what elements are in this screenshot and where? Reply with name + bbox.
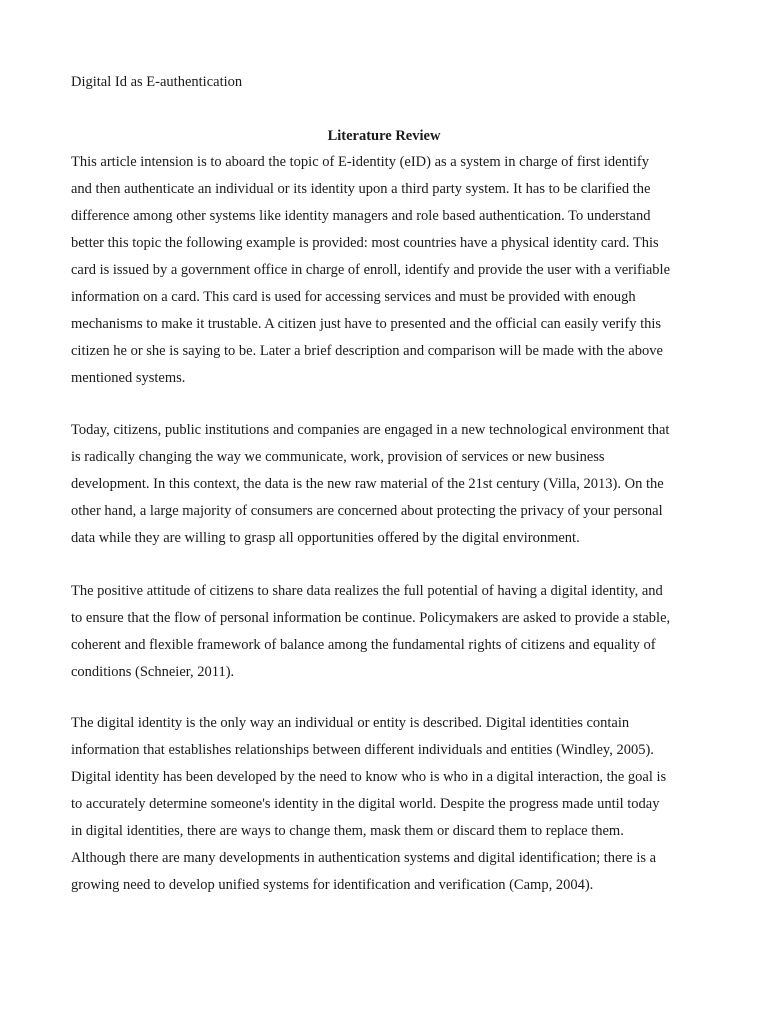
paragraph-line: conditions (Schneier, 2011). (71, 664, 235, 680)
paragraph-line: mentioned systems. (71, 370, 186, 386)
paragraph-line: coherent and flexible framework of balance among the fundamental rights of citizens and equality of (71, 637, 656, 653)
paragraph-3 (71, 578, 711, 686)
paragraph-1 (71, 149, 711, 392)
paragraph-line: card is issued by a government office in charge of enroll, identify and provide the user with a verifiable (71, 262, 671, 278)
paragraph-line: Digital identity has been developed by the need to know who is who in a digital interaction, the goal is (71, 769, 667, 785)
paragraph-line: development. In this context, the data is the new raw material of the 21st century (Villa, 2013). On the (71, 476, 664, 492)
paragraph-line: growing need to develop unified systems for identification and verification (Camp, 2004). (71, 877, 594, 893)
paragraph-line: This article intension is to aboard the topic of E-identity (eID) as a system in charge of first identify (71, 154, 649, 170)
paragraph-line: to ensure that the flow of personal information be continue. Policymakers are asked to provide a stable, (71, 610, 671, 626)
document-title: Digital Id as E-authentication (71, 74, 243, 90)
paragraph-line: data while they are willing to grasp all opportunities offered by the digital environment. (71, 530, 580, 546)
paragraph-line: mechanisms to make it trustable. A citizen just have to presented and the official can easily verify this (71, 316, 662, 332)
paragraph-line: better this topic the following example is provided: most countries have a physical identity card. This (71, 235, 659, 251)
paragraph-line: in digital identities, there are ways to change them, mask them or discard them to replace them. (71, 823, 624, 839)
paragraph-line: and then authenticate an individual or its identity upon a third party system. It has to be clarified the (71, 181, 651, 197)
paragraph-line: other hand, a large majority of consumers are concerned about protecting the privacy of your personal (71, 503, 663, 519)
paragraph-line: The positive attitude of citizens to share data realizes the full potential of having a digital identity, and (71, 583, 663, 599)
section-heading: Literature Review (327, 128, 441, 144)
paragraph-2 (71, 417, 711, 552)
paragraph-line: is radically changing the way we communicate, work, provision of services or new business (71, 449, 605, 465)
paragraph-line: Today, citizens, public institutions and companies are engaged in a new technological environment that (71, 422, 670, 438)
paragraph-line: information that establishes relationships between different individuals and entities (Windley, 2005). (71, 742, 654, 758)
paragraph-4 (71, 710, 711, 899)
paragraph-line: Although there are many developments in authentication systems and digital identification; there is a (71, 850, 657, 866)
paragraph-line: information on a card. This card is used for accessing services and must be provided with enough (71, 289, 636, 305)
paragraph-line: The digital identity is the only way an individual or entity is described. Digital identities contain (71, 715, 630, 731)
paragraph-line: citizen he or she is saying to be. Later a brief description and comparison will be made with the above (71, 343, 663, 359)
paragraph-line: difference among other systems like identity managers and role based authentication. To understand (71, 208, 651, 224)
paragraph-line: to accurately determine someone's identity in the digital world. Despite the progress made until today (71, 796, 660, 812)
